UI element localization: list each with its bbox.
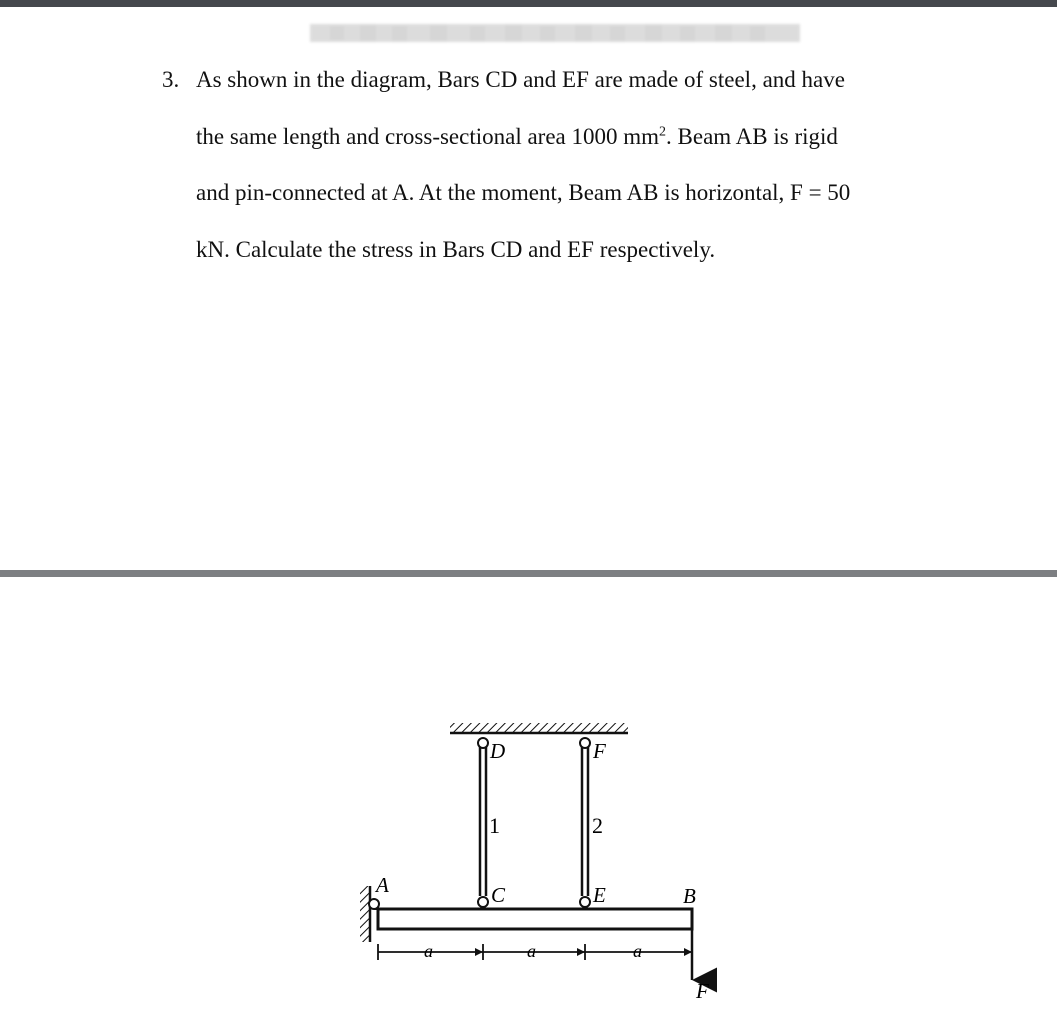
problem-line-3 bbox=[162, 165, 922, 222]
problem-line-2 bbox=[162, 109, 922, 166]
label-dim-2: a bbox=[527, 941, 536, 961]
area-exponent: 2 bbox=[659, 123, 667, 139]
label-f: F bbox=[593, 739, 606, 763]
problem-line-1 bbox=[162, 52, 922, 109]
label-bar-2: 2 bbox=[592, 813, 603, 838]
problem-text-line-2b: . Beam AB is rigid bbox=[666, 123, 838, 149]
pin-f bbox=[580, 738, 590, 748]
pin-e bbox=[580, 897, 590, 907]
label-force-f: F bbox=[696, 979, 709, 1003]
label-e: E bbox=[593, 883, 606, 907]
problem-text-line-3: and pin-connected at A. At the moment, Beam AB is horizontal, F = 50 bbox=[196, 180, 851, 205]
label-dim-3: a bbox=[633, 941, 642, 961]
problem-text-line-4: kN. Calculate the stress in Bars CD and EF respectively. bbox=[196, 236, 716, 262]
label-b: B bbox=[683, 884, 696, 908]
label-dim-1: a bbox=[424, 941, 433, 961]
problem-number: 3. bbox=[162, 67, 180, 92]
problem-statement bbox=[162, 52, 922, 278]
problem-text-line-1: As shown in the diagram, Bars CD and EF are made of steel, and have bbox=[196, 67, 845, 92]
section-divider bbox=[0, 570, 1057, 577]
blurred-header-graphic bbox=[310, 14, 800, 48]
pin-c bbox=[478, 897, 488, 907]
top-support-hatch bbox=[450, 723, 628, 733]
structure-diagram-svg bbox=[300, 690, 760, 1010]
dimension-arrow-2 bbox=[577, 948, 585, 956]
problem-text-line-2: the same length and cross-sectional area 1000 mm bbox=[196, 123, 660, 149]
left-support-hatch bbox=[360, 886, 370, 942]
blurred-header-strip bbox=[310, 14, 800, 48]
dimension-arrow-1 bbox=[475, 948, 483, 956]
problem-line-4 bbox=[162, 222, 922, 279]
label-a: A bbox=[376, 873, 389, 897]
label-bar-1: 1 bbox=[489, 813, 500, 838]
structure-diagram bbox=[300, 690, 760, 1010]
label-d: D bbox=[490, 739, 506, 763]
top-window-bar bbox=[0, 0, 1057, 7]
pin-d bbox=[478, 738, 488, 748]
beam-ab bbox=[378, 909, 692, 929]
label-c: C bbox=[491, 883, 506, 907]
